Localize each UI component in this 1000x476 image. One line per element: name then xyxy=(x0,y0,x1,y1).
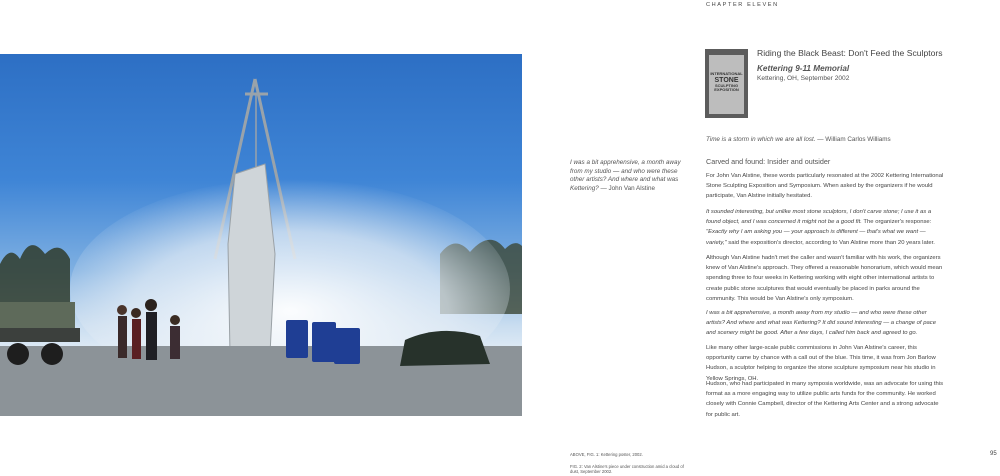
epigraph-attribution: — William Carlos Williams xyxy=(815,136,891,143)
paragraph-1: For John Van Alstine, these words particularly resonated at the 2002 Kettering International Stone Sculpting Exposition and Symposium. When asked by the organizers if he would participate, Van Alstine initially hesitated. xyxy=(706,173,944,200)
epigraph-quote: Time is a storm in which we are all lost. xyxy=(706,136,816,143)
paragraph-2-quote: It sounded interesting, but unlike most stone sculptors, I don't carve stone; I use it as a found object, and I was concerned it might not be a good fit. xyxy=(706,209,932,226)
paragraph-3: Although Van Alstine hadn't met the caller and wasn't familiar with his work, the organizers knew of Van Alstine's approach. They offered a reasonable honorarium, which would mean spending three to four weeks in Kettering working with eight other international artists to create public stone sculptures that would eventually be placed in parks around the community. This would be Van Alstine's only symposium. xyxy=(706,255,943,302)
kettering-poster xyxy=(705,49,748,118)
paragraph-2-text-2: said the exposition's director, according to Van Alstine more than 20 years later. xyxy=(726,239,935,246)
pull-quote xyxy=(570,159,690,193)
paragraph-6: Hudson, who had participated in many symposia worldwide, was an advocate for using this format as a more engaging way to utilize public arts funds for the community. He worked closely with Connie Campbell, director of the Kettering Arts Center and a strong advocate for public art. xyxy=(706,381,944,418)
photo-illustration xyxy=(0,54,522,416)
poster-line: STONE xyxy=(714,76,739,84)
paragraph-4: I was a bit apprehensive, a month away from my studio — and who were these other artists? And where and what was Kettering? It did sound interesting — a change of pace and scenery might be good. After a few days, I called him back and agreed to go. xyxy=(706,310,936,337)
pull-quote-text: I was a bit apprehensive, a month away from my studio — and who were these other artists? And where and what was Kettering? xyxy=(570,159,681,192)
pull-quote-attribution: — John Van Alstine xyxy=(600,184,655,192)
paragraph-2 xyxy=(706,207,944,248)
paragraph-5: Like many other large-scale public commissions in John Van Alstine's career, this opportunity came by chance with a call out of the blue. This time, it was from Jon Barlow Hudson, a sculptor helping to organize the stone sculpture symposium near his studio in Yellow Springs, OH. xyxy=(706,345,936,382)
event-location: Kettering, OH, September 2002 xyxy=(757,75,850,82)
chapter-title: Riding the Black Beast: Don't Feed the Sculptors xyxy=(757,48,943,58)
poster-text xyxy=(707,72,746,93)
event-name: Kettering 9-11 Memorial xyxy=(757,64,850,73)
caption-fig-2: FIG. 2: Van Alstine's piece under construction amid a cloud of dust, September 2002. xyxy=(570,464,684,474)
paragraph-2-text: The organizer's response: xyxy=(861,219,932,226)
page-number: 95 xyxy=(990,451,997,457)
caption-fig-1: ABOVE, FIG. 1: Kettering poster, 2002. xyxy=(570,452,643,457)
poster-line: SCULPTING xyxy=(714,82,739,88)
poster-line: EXPOSITION xyxy=(714,87,739,92)
stone-block xyxy=(228,164,275,354)
epigraph xyxy=(706,136,891,143)
paragraph-2-quote-2: "Exactly why I am asking you — your approach is different — that's what we want — variety," xyxy=(706,229,926,246)
section-heading: Carved and found: Insider and outsider xyxy=(706,157,831,166)
poster-line: INTERNATIONAL xyxy=(710,71,743,76)
construction-photo xyxy=(0,54,522,416)
chapter-label: CHAPTER ELEVEN xyxy=(706,2,779,8)
